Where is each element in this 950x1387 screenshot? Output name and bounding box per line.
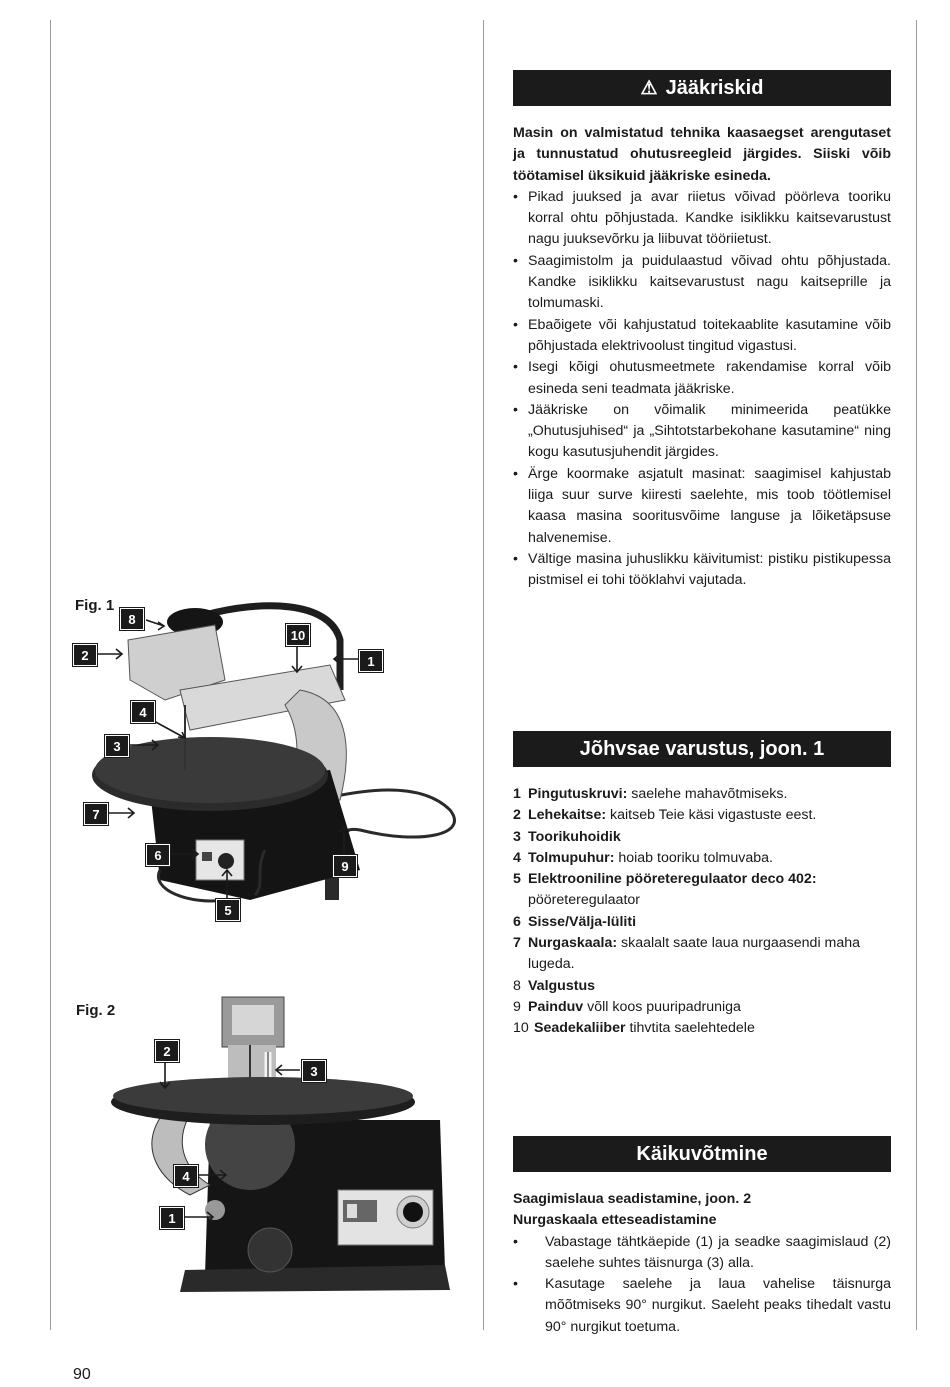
list-item: 4 Tolmupuhur: hoiab tooriku tolmuvaba. xyxy=(513,849,773,866)
figure-2-callout-4: 4 xyxy=(174,1165,198,1187)
figure-1-callout-8: 8 xyxy=(120,608,144,630)
figure-1-callout-3: 3 xyxy=(105,735,129,757)
list-item: • Pikad juuksed ja avar riietus võivad pöörleva tooriku korral ohtu põhjustada. Kandke isiklikku kaitsevarustust nagu juuksevõrku ja liibuvat tööriietust. xyxy=(513,188,891,248)
figure-1-callout-7: 7 xyxy=(84,803,108,825)
figure-1-callout-9: 9 xyxy=(333,855,357,877)
list-item: • Vabastage tähtkäepide (1) ja seadke saagimislaud (2) saelehe suhtes täisnurga (3) alla. xyxy=(513,1233,891,1271)
figure-1-callout-1: 1 xyxy=(359,650,383,672)
list-item: • Kasutage saelehe ja laua vahelise täisnurga mõõtmiseks 90° nurgikut. Saeleht peaks tihedalt vastu 90° nurgikut toetuma. xyxy=(513,1276,891,1335)
figure-2-callout-3: 3 xyxy=(302,1060,326,1082)
figure-1-callout-5: 5 xyxy=(216,899,240,921)
list-item: 8 Valgustus xyxy=(513,977,596,994)
list-item: 6 Sisse/Välja-lüliti xyxy=(513,913,637,930)
figure-2-label: Fig. 2 xyxy=(76,1002,116,1019)
residual-risks-intro: Masin on valmistatud tehnika kaasaegset arengutaset ja tunnustatud ohutusreegleid järgides. Siiski võib töötamisel üksikuid jääkriske esineda. xyxy=(513,125,891,184)
figure-1-callout-4: 4 xyxy=(131,701,155,723)
list-item: 7 Nurgaskaala: skaalalt saate laua nurgaasendi maha lugeda. xyxy=(513,935,861,973)
page-number: 90 xyxy=(73,1366,91,1383)
list-item: • Jääkriske on võimalik minimeerida peatükke „Ohutusjuhised“ ja „Sihtotstarbekohane kasutamine“ ning kogu kasutusjuhendit järgides. xyxy=(513,401,891,461)
figure-2-callout-1: 1 xyxy=(160,1207,184,1229)
commissioning-title: Käikuvõtmine xyxy=(636,1142,768,1165)
list-item: 2 Lehekaitse: kaitseb Teie käsi vigastuste eest. xyxy=(513,807,817,824)
warning-triangle-icon: ⚠ xyxy=(640,77,658,99)
list-item: • Ärge koormake asjatult masinat: saagimisel kahjustab liiga suur surve kiiresti saelehte, mis toob töötlemisel kaasa masina sooritusvõime languse ja lõiketäpsuse halvenemise. xyxy=(513,465,891,546)
commissioning-subtitle-table: Saagimislaua seadistamine, joon. 2 xyxy=(513,1191,752,1207)
commissioning-subtitle-scale: Nurgaskaala etteseadistamine xyxy=(513,1212,717,1229)
equipment-title: Jõhvsae varustus, joon. 1 xyxy=(579,737,825,760)
list-item: 10 Seadekaliiber tihvtita saelehtedele xyxy=(513,1020,755,1037)
list-item: 1 Pingutuskruvi: saelehe mahavõtmiseks. xyxy=(513,786,788,802)
list-item: • Vältige masina juhuslikku käivitumist: pistiku pistikupessa pistmisel ei tohi tööklahvi vajutada. xyxy=(513,550,891,589)
figure-1-callout-10: 10 xyxy=(286,624,310,646)
figure-1-label: Fig. 1 xyxy=(75,597,115,614)
list-item: 3 Toorikuhoidik xyxy=(513,828,621,845)
list-item: 9 Painduv võll koos puuripadruniga xyxy=(513,998,741,1015)
list-item: 5 Elektrooniline pööreteregulaator deco 402: pööreteregulaator xyxy=(513,871,817,909)
list-item: • Isegi kõigi ohutusmeetmete rakendamise korral võib esineda seni teadmata jääkriske. xyxy=(513,359,891,397)
figure-2-callout-2: 2 xyxy=(155,1040,179,1062)
figure-1-callout-2: 2 xyxy=(73,644,97,666)
residual-risks-title: Jääkriskid xyxy=(665,76,764,99)
figure-1-callout-6: 6 xyxy=(146,844,170,866)
list-item: • Ebaõigete või kahjustatud toitekaablite kasutamine võib põhjustada elektrivoolust tingitud vigastusi. xyxy=(513,316,891,354)
list-item: • Saagimistolm ja puidulaastud võivad ohtu põhjustada. Kandke isiklikku kaitsevarustust nagu kaitseprille ja tolmumaski. xyxy=(513,252,891,312)
